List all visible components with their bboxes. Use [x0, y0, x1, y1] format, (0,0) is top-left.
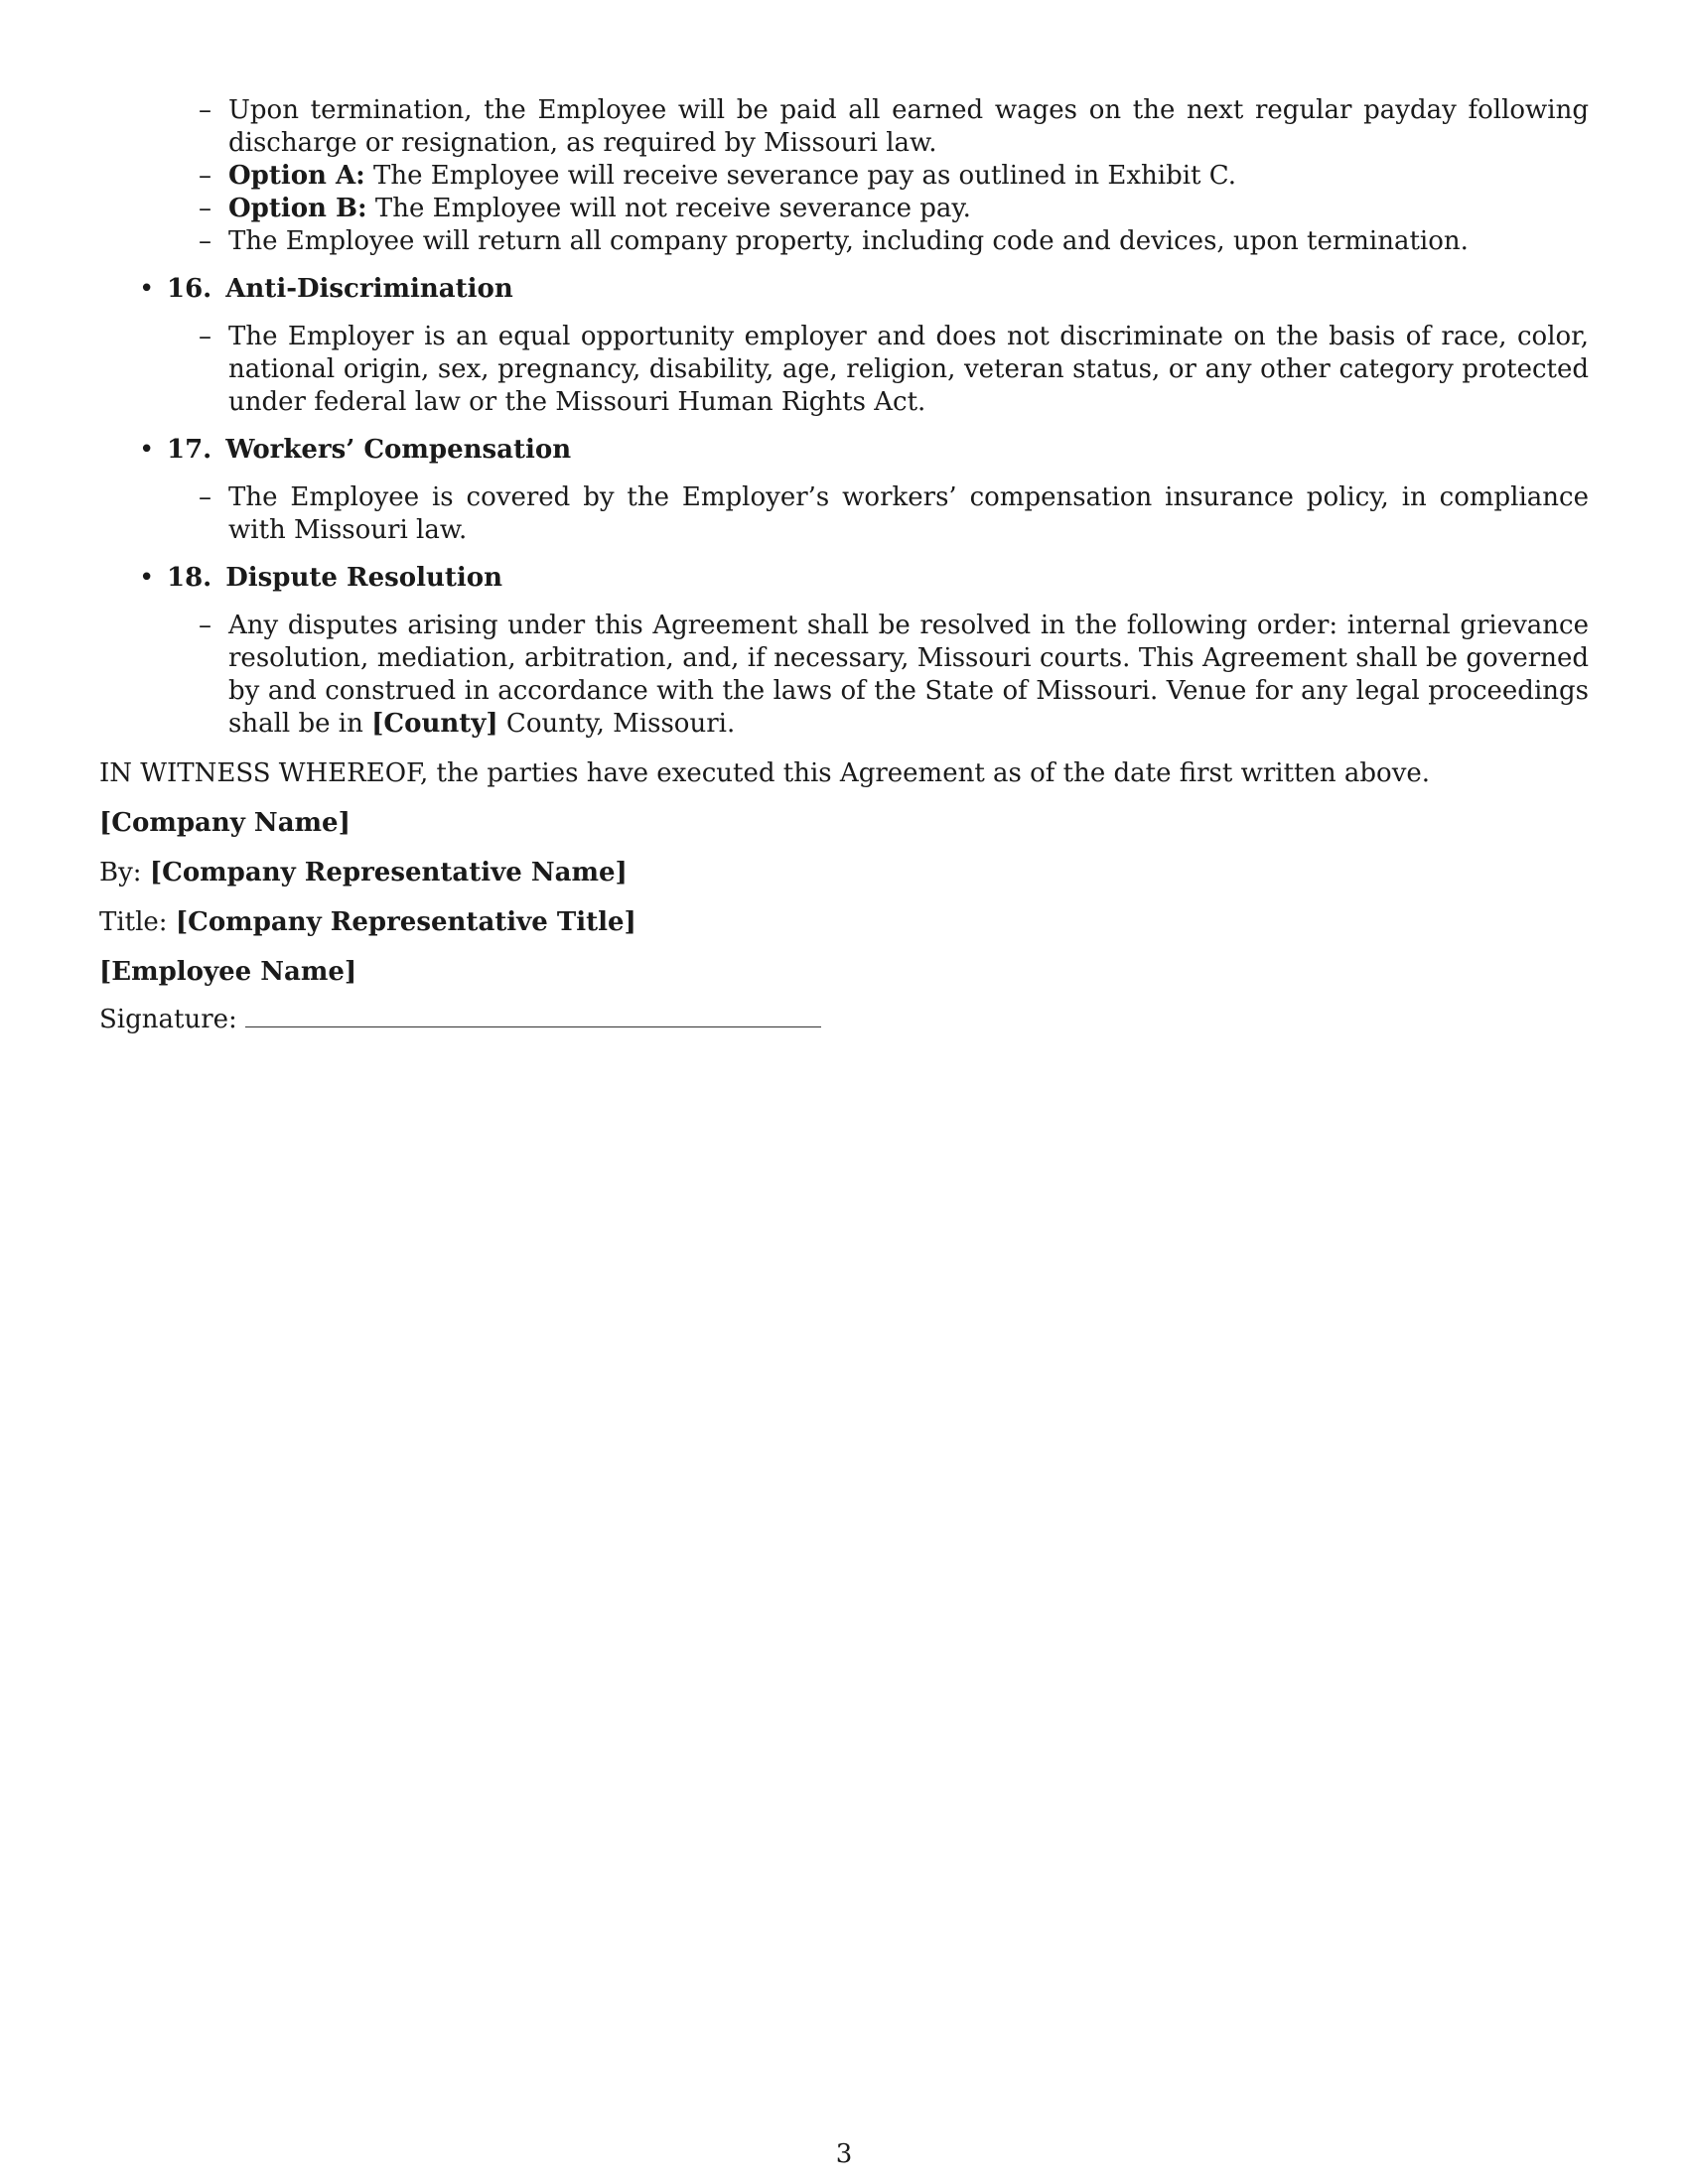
section16-sub-list: [99, 321, 1589, 419]
list-item: [199, 193, 1589, 225]
section-number: 18.: [167, 563, 212, 593]
dash-marker: –: [199, 95, 211, 125]
list-item: [199, 321, 1589, 419]
by-label: By:: [99, 858, 142, 887]
representative-name-placeholder: [Company Representative Name]: [149, 858, 628, 887]
section-title: Dispute Resolution: [225, 563, 503, 593]
workers-comp-text: The Employee is covered by the Employer’s workers’ compensation insurance policy, in compliance with Missouri law.: [228, 482, 1589, 545]
section-number: 16.: [167, 274, 212, 304]
section17-sub-list: [99, 481, 1589, 547]
dash-marker: –: [199, 482, 211, 512]
company-name-placeholder: [Company Name]: [99, 808, 351, 838]
section-number: 17.: [167, 435, 212, 465]
section15-sub-list: [99, 94, 1589, 258]
list-item: [199, 481, 1589, 547]
county-placeholder: [County]: [371, 709, 498, 739]
bullet-marker: •: [139, 563, 155, 593]
dispute-text-after: County, Missouri.: [497, 709, 736, 739]
dash-marker: –: [199, 611, 211, 640]
signature-rule: [245, 1001, 821, 1027]
employee-name-placeholder: [Employee Name]: [99, 957, 357, 987]
signature-label: Signature:: [99, 1005, 237, 1034]
by-line: [99, 857, 1589, 889]
company-name-line: [99, 807, 1589, 840]
list-item: [199, 160, 1589, 193]
dash-marker: –: [199, 322, 211, 351]
witness-paragraph: IN WITNESS WHEREOF, the parties have executed this Agreement as of the date first written above.: [99, 758, 1431, 788]
dash-marker: –: [199, 161, 211, 191]
list-item: [199, 94, 1589, 160]
section-title: Anti-Discrimination: [225, 274, 513, 304]
option-a-text: The Employee will receive severance pay as outlined in Exhibit C.: [364, 161, 1237, 191]
title-label: Title:: [99, 907, 168, 937]
document-page: [99, 94, 1589, 1036]
bullet-marker: •: [139, 274, 155, 304]
option-b-text: The Employee will not receive severance pay.: [366, 194, 971, 223]
section18-sub-list: [99, 610, 1589, 741]
dash-marker: –: [199, 194, 211, 223]
return-property-text: The Employee will return all company property, including code and devices, upon termination.: [228, 226, 1469, 256]
list-item: [199, 225, 1589, 258]
page-number: 3: [835, 2139, 853, 2169]
employee-name-line: [99, 956, 1589, 989]
termination-pay-text: Upon termination, the Employee will be paid all earned wages on the next regular payday following discharge or resignation, as required by Missouri law.: [228, 95, 1589, 158]
section-heading-17: [99, 434, 1589, 467]
dash-marker: –: [199, 226, 211, 256]
option-a-label: Option A:: [228, 161, 365, 191]
signature-line: [99, 1001, 1589, 1036]
section-heading-18: [99, 562, 1589, 595]
bullet-marker: •: [139, 435, 155, 465]
representative-title-placeholder: [Company Representative Title]: [175, 907, 636, 937]
anti-discrimination-text: The Employer is an equal opportunity employer and does not discriminate on the basis of race, color, national origin, sex, pregnancy, disability, age, religion, veteran status, or any other category protected under federal law or the Missouri Human Rights Act.: [228, 322, 1589, 417]
section-heading-16: [99, 273, 1589, 306]
section-title: Workers’ Compensation: [225, 435, 572, 465]
title-line: [99, 906, 1589, 939]
option-b-label: Option B:: [228, 194, 367, 223]
dispute-text-before: Any disputes arising under this Agreement shall be resolved in the following order: internal grievance resolution, mediation, arbitration, and, if necessary, Missouri courts. This Agreement shall be governed by and construed in accordance with the laws of the State of Missouri. Venue for any legal proceedings shall be in: [228, 611, 1589, 739]
list-item: [199, 610, 1589, 741]
